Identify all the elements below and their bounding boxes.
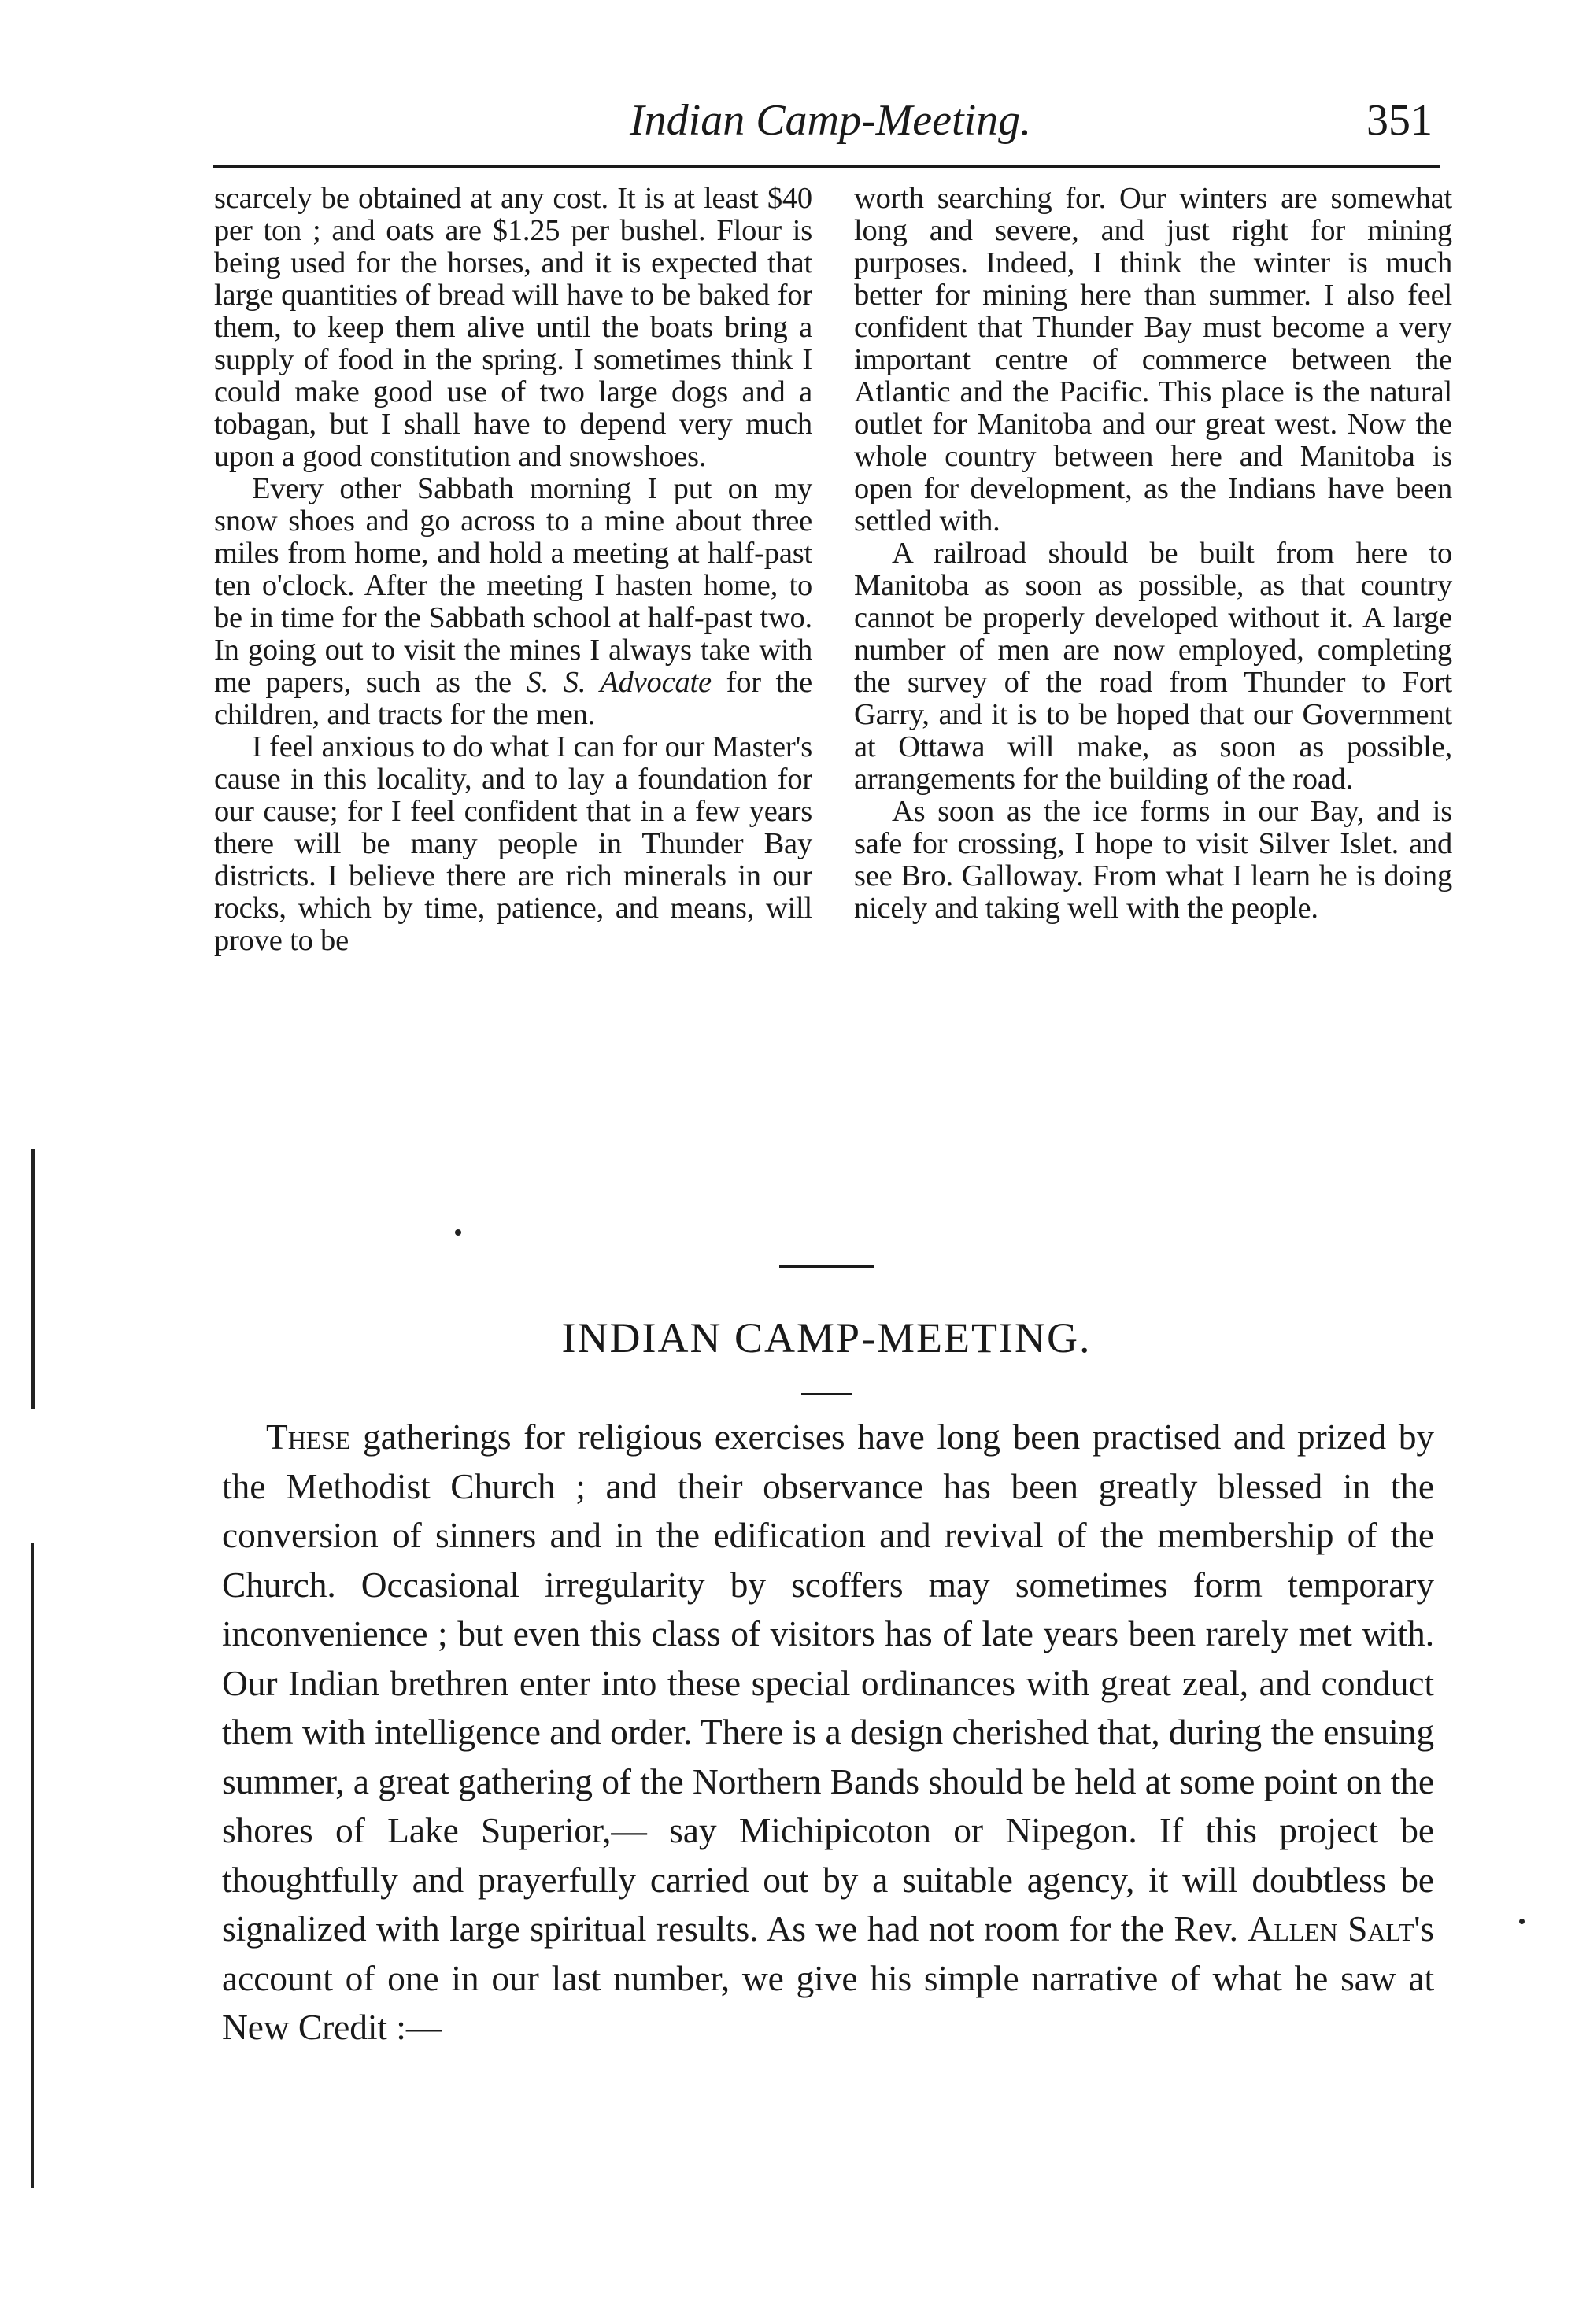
section-divider	[779, 1265, 874, 1268]
left-paragraph-2-text-a: Every other Sabbath morning I put on my snow shoes and go across to a mine about three miles from home, and hold a meeting at half-past ten o'clock. After the meeting I hasten home, to be in time for the Sabbath school at half-past two. In going out to visit the mines I always take with me papers, such as the	[214, 472, 812, 699]
article-paragraph	[222, 1413, 1434, 2052]
scan-margin-line	[31, 1543, 34, 2188]
left-paragraph-3: I feel anxious to do what I can for our Master's cause in this locality, and to lay a foundation for our cause; for I feel confident that in a few years there will be many people in Thunder Bay districts. I believe there are rich minerals in our rocks, which by time, patience, and means, will prove to be	[214, 730, 812, 957]
scan-dot	[455, 1229, 461, 1236]
lead-word: These	[266, 1417, 351, 1457]
article-body	[222, 1413, 1434, 2052]
right-paragraph-2: A railroad should be built from here to Manitoba as soon as possible, as that country cannot be properly developed without it. A large number of men are now employed, completing the survey of the road from Thunder to Fort Garry, and it is to be hoped that our Government at Ottawa will make, as soon as possible, arrangements for the building of the road.	[854, 537, 1452, 796]
left-paragraph-2-text-b: for the children, and tracts for the men.	[214, 666, 812, 731]
article-text-b: 's account of one in our last number, we give his simple narrative of what he saw at New Credit :—	[222, 1908, 1435, 2047]
right-paragraph-3: As soon as the ice forms in our Bay, and is safe for crossing, I hope to visit Silver Islet. and see Bro. Galloway. From what I learn he is doing nicely and taking well with the people.	[854, 795, 1452, 925]
scan-margin-line	[31, 1149, 35, 1409]
running-head	[213, 93, 1440, 156]
advocate-title: S. S. Advocate	[526, 666, 712, 699]
header-rule	[213, 165, 1440, 168]
right-paragraph-1: worth searching for. Our winters are somewhat long and severe, and just right for mining purposes. Indeed, I think the winter is much better for mining here than summer. I also feel confident that Thunder Bay must become a very important centre of commerce between the Atlantic and the Pacific. This place is the natural outlet for Manitoba and our great west. Now the whole country between here and Manitoba is open for development, as the Indians have been settled with.	[854, 182, 1452, 538]
left-paragraph-2	[214, 473, 812, 731]
article-title: INDIAN CAMP-MEETING.	[561, 1314, 1092, 1362]
left-column	[214, 183, 812, 957]
article-text-a: gatherings for religious exercises have long been practised and prized by the Methodist Church ; and their observance has been greatly blessed in the conversion of sinners and in the edification and revival of the membership of the Church. Occasional irregularity by scoffers may sometimes form temporary inconvenience ; but even this class of visitors has of late years been rarely met with. Our Indian brethren enter into these special ordinances with great zeal, and conduct them with intelligence and order. There is a design cherished that, during the ensuing summer, a great gathering of the Northern Bands should be held at some point on the shores of Lake Superior,— say Michipicoton or Nipegon. If this project be thoughtfully and prayerfully carried out by a suitable agency, it will doubtless be signalized with large spiritual results. As we had not room for the Rev.	[222, 1417, 1434, 1949]
author-first-name: Allen	[1248, 1908, 1338, 1949]
right-column	[854, 183, 1452, 925]
author-last-name: Salt	[1348, 1908, 1414, 1949]
scan-dot	[1519, 1919, 1525, 1924]
running-title: Indian Camp-Meeting.	[630, 96, 1032, 145]
title-rule	[801, 1393, 852, 1395]
left-paragraph-1: scarcely be obtained at any cost. It is at least $40 per ton ; and oats are $1.25 per bushel. Flour is being used for the horses, and it is expected that large quantities of bread will have to be baked for them, to keep them alive until the boats bring a supply of food in the spring. I sometimes think I could make good use of two large dogs and a tobagan, but I shall have to depend very much upon a good constitution and snowshoes.	[214, 182, 812, 473]
page-number: 351	[1366, 96, 1433, 145]
